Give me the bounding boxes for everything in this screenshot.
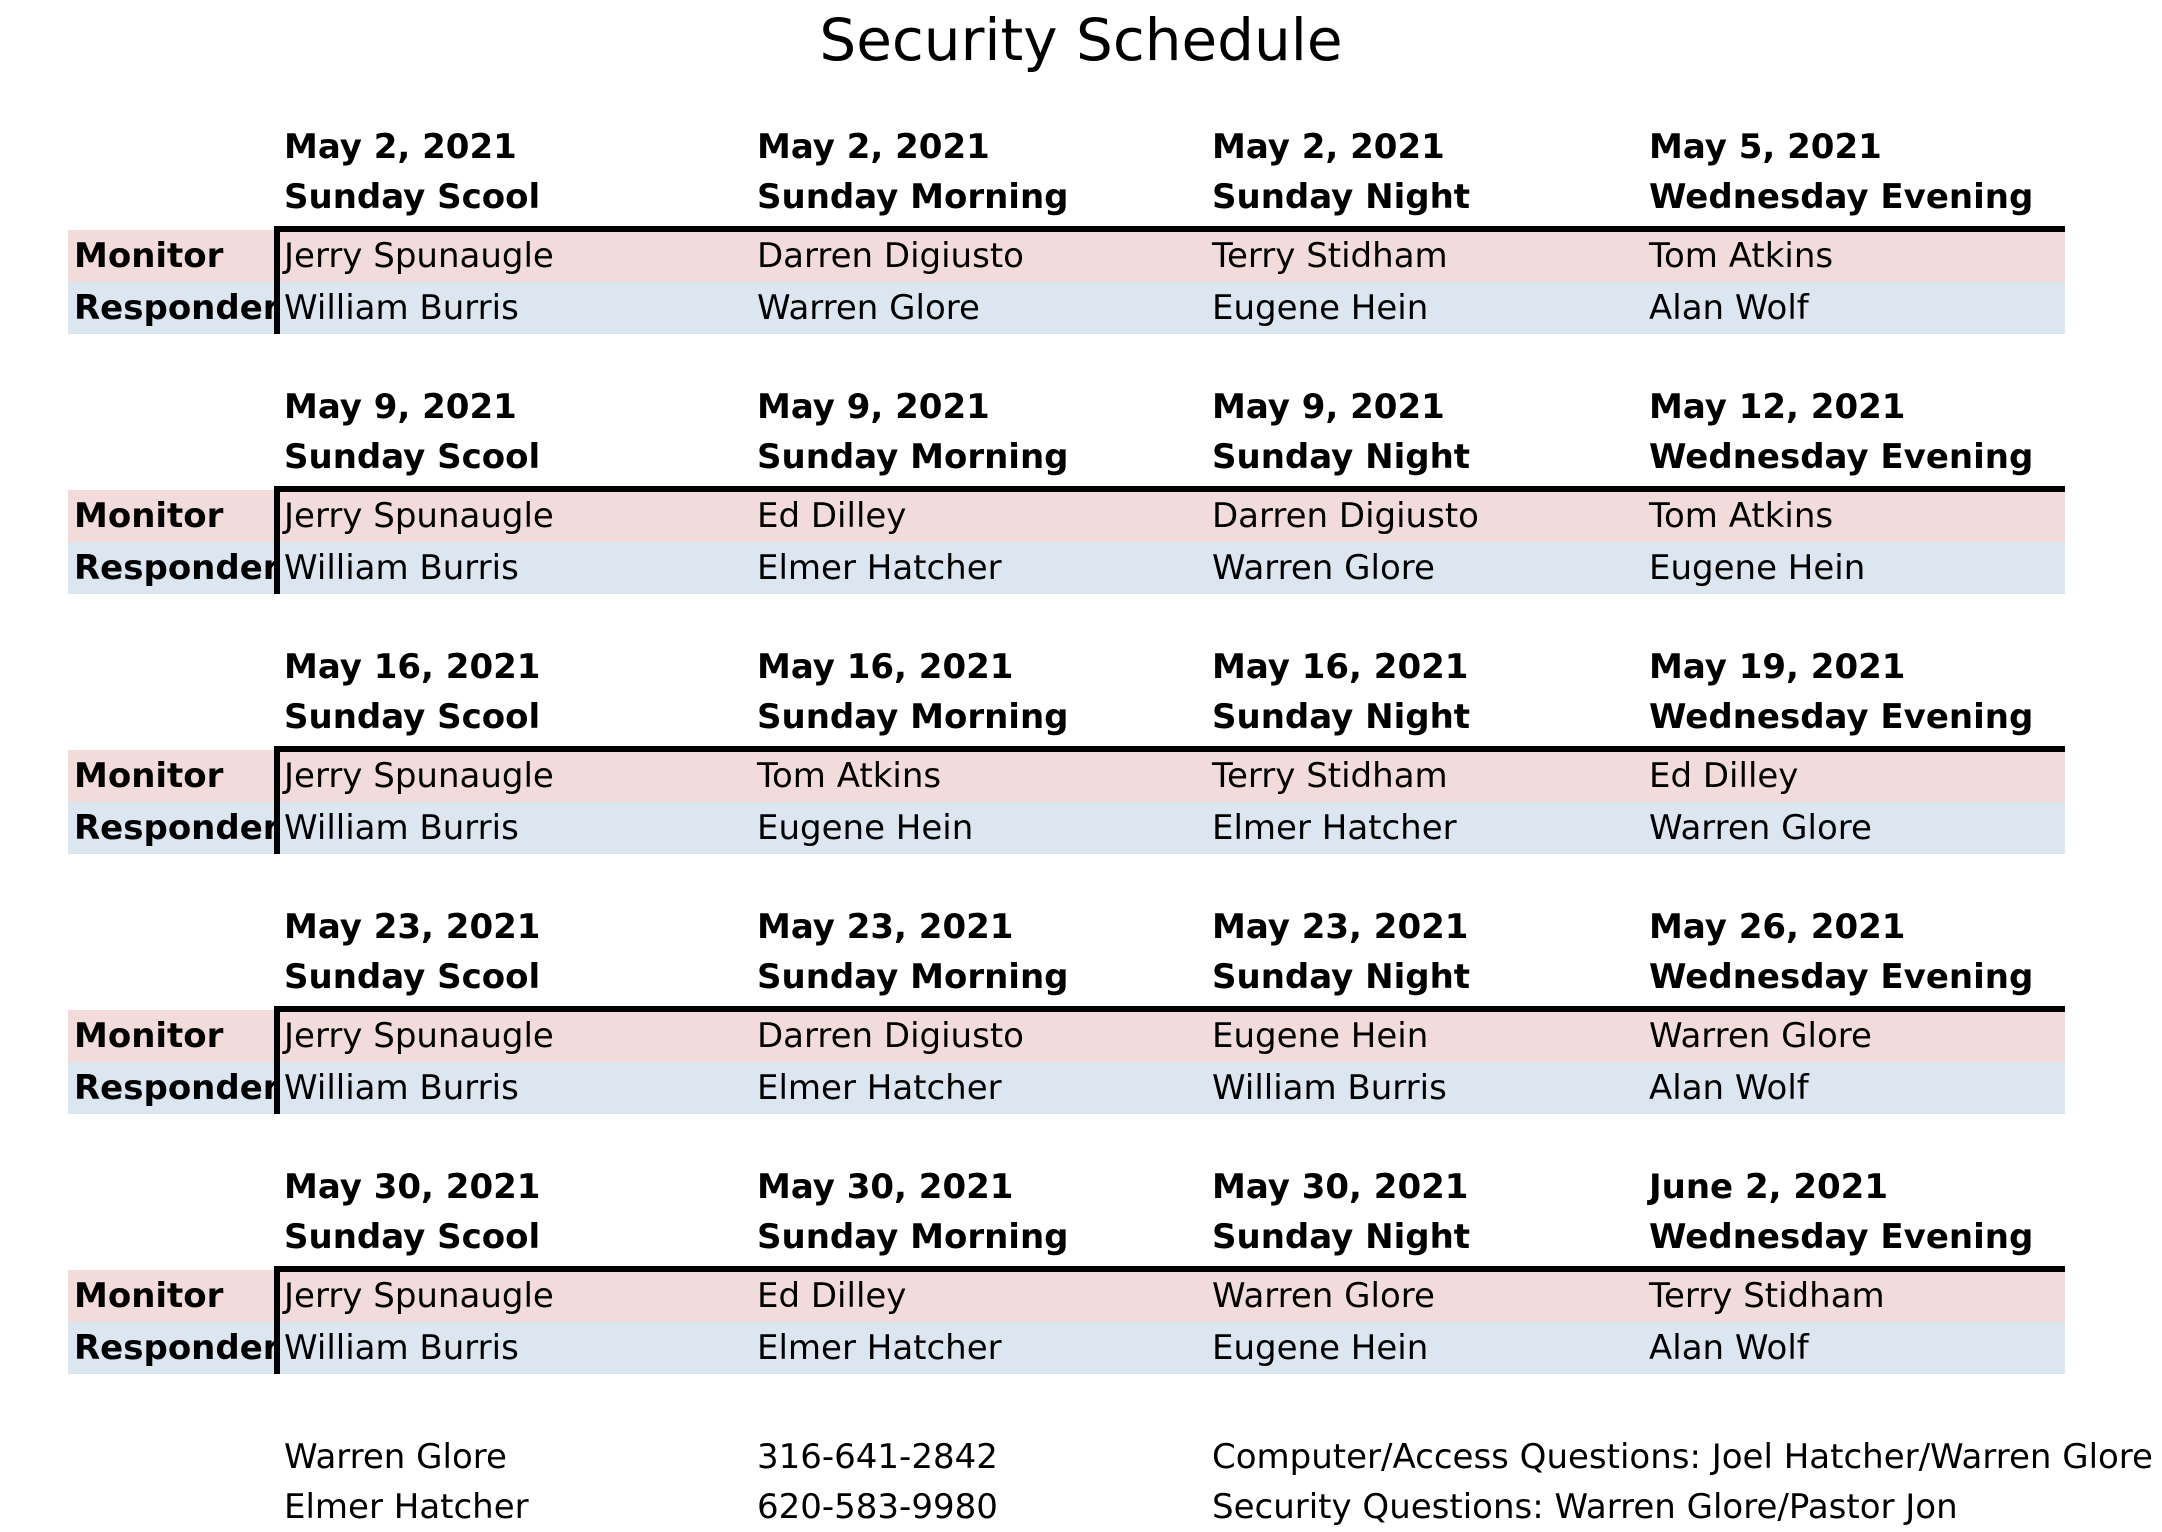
service-header [284, 382, 540, 482]
service-name: Sunday Morning [757, 697, 1069, 737]
monitor-name: Darren Digiusto [757, 1016, 1024, 1056]
service-header [757, 382, 1069, 482]
monitor-name: Jerry Spunaugle [284, 1016, 554, 1056]
week-block [0, 128, 2162, 348]
service-name: Sunday Night [1212, 437, 1471, 477]
responder-name: Eugene Hein [1649, 548, 1866, 588]
service-date: May 30, 2021 [757, 1167, 1014, 1207]
monitor-name: Jerry Spunaugle [284, 496, 554, 536]
monitor-name: Terry Stidham [1212, 236, 1448, 276]
responder-label: Responder [74, 1068, 280, 1108]
monitor-label: Monitor [74, 756, 224, 796]
responder-name: Elmer Hatcher [1212, 808, 1457, 848]
service-name: Sunday Scool [284, 1217, 541, 1257]
responder-name: Elmer Hatcher [757, 1328, 1002, 1368]
service-header [1649, 1162, 2033, 1262]
service-header [1649, 902, 2033, 1002]
service-date: May 9, 2021 [284, 387, 517, 427]
week-block [0, 1168, 2162, 1388]
contact-name: Elmer Hatcher [284, 1487, 529, 1527]
service-name: Sunday Night [1212, 957, 1471, 997]
service-header [1212, 382, 1470, 482]
monitor-name: Tom Atkins [757, 756, 942, 796]
page-title: Security Schedule [819, 6, 1343, 74]
service-name: Wednesday Evening [1649, 697, 2034, 737]
service-name: Sunday Night [1212, 697, 1471, 737]
week-block [0, 648, 2162, 868]
monitor-label: Monitor [74, 236, 224, 276]
service-header [1212, 642, 1470, 742]
service-name: Sunday Scool [284, 177, 541, 217]
responder-name: Eugene Hein [1212, 1328, 1429, 1368]
service-header [284, 122, 540, 222]
service-date: May 12, 2021 [1649, 387, 1906, 427]
monitor-name: Ed Dilley [757, 1276, 907, 1316]
responder-name: Warren Glore [1649, 808, 1872, 848]
responder-name: Eugene Hein [1212, 288, 1429, 328]
service-date: May 23, 2021 [284, 907, 541, 947]
responder-name: Warren Glore [1212, 548, 1435, 588]
service-header [1649, 122, 2033, 222]
service-date: May 26, 2021 [1649, 907, 1906, 947]
service-date: May 23, 2021 [1212, 907, 1469, 947]
responder-label: Responder [74, 1328, 280, 1368]
service-name: Sunday Night [1212, 177, 1471, 217]
monitor-name: Tom Atkins [1649, 496, 1834, 536]
service-date: May 5, 2021 [1649, 127, 1882, 167]
responder-name: Alan Wolf [1649, 1328, 1809, 1368]
monitor-name: Warren Glore [1212, 1276, 1435, 1316]
service-date: May 19, 2021 [1649, 647, 1906, 687]
service-date: May 2, 2021 [1212, 127, 1445, 167]
responder-name: William Burris [284, 808, 519, 848]
service-date: May 9, 2021 [1212, 387, 1445, 427]
service-date: May 9, 2021 [757, 387, 990, 427]
monitor-label: Monitor [74, 1276, 224, 1316]
service-name: Sunday Scool [284, 957, 541, 997]
service-date: May 2, 2021 [284, 127, 517, 167]
monitor-name: Darren Digiusto [757, 236, 1024, 276]
service-header [757, 1162, 1069, 1262]
service-header [757, 902, 1069, 1002]
monitor-name: Eugene Hein [1212, 1016, 1429, 1056]
monitor-name: Jerry Spunaugle [284, 1276, 554, 1316]
service-name: Wednesday Evening [1649, 1217, 2034, 1257]
contact-phone: 620-583-9980 [757, 1487, 998, 1527]
week-block [0, 388, 2162, 608]
service-date: May 16, 2021 [757, 647, 1014, 687]
service-name: Wednesday Evening [1649, 957, 2034, 997]
responder-name: Alan Wolf [1649, 288, 1809, 328]
responder-name: William Burris [1212, 1068, 1447, 1108]
service-date: May 2, 2021 [757, 127, 990, 167]
service-name: Wednesday Evening [1649, 437, 2034, 477]
service-header [284, 1162, 540, 1262]
service-name: Sunday Morning [757, 437, 1069, 477]
service-name: Wednesday Evening [1649, 177, 2034, 217]
responder-name: Alan Wolf [1649, 1068, 1809, 1108]
monitor-name: Warren Glore [1649, 1016, 1872, 1056]
service-name: Sunday Morning [757, 1217, 1069, 1257]
monitor-label: Monitor [74, 496, 224, 536]
responder-name: Warren Glore [757, 288, 980, 328]
service-header [284, 642, 540, 742]
service-name: Sunday Morning [757, 177, 1069, 217]
monitor-name: Ed Dilley [757, 496, 907, 536]
service-name: Sunday Night [1212, 1217, 1471, 1257]
service-name: Sunday Morning [757, 957, 1069, 997]
responder-label: Responder [74, 288, 280, 328]
contact-note: Computer/Access Questions: Joel Hatcher/Warren Glore [1212, 1437, 2153, 1477]
service-header [1212, 1162, 1470, 1262]
monitor-label: Monitor [74, 1016, 224, 1056]
monitor-name: Terry Stidham [1649, 1276, 1885, 1316]
responder-name: Elmer Hatcher [757, 548, 1002, 588]
week-block [0, 908, 2162, 1128]
service-date: May 16, 2021 [284, 647, 541, 687]
monitor-name: Ed Dilley [1649, 756, 1799, 796]
service-header [1649, 642, 2033, 742]
responder-name: William Burris [284, 288, 519, 328]
responder-label: Responder [74, 808, 280, 848]
responder-name: William Burris [284, 1068, 519, 1108]
service-date: May 30, 2021 [284, 1167, 541, 1207]
contact-name: Warren Glore [284, 1437, 507, 1477]
monitor-name: Terry Stidham [1212, 756, 1448, 796]
service-header [1212, 122, 1470, 222]
service-date: May 30, 2021 [1212, 1167, 1469, 1207]
service-header [1212, 902, 1470, 1002]
contact-note: Security Questions: Warren Glore/Pastor Jon [1212, 1487, 1958, 1527]
service-date: May 23, 2021 [757, 907, 1014, 947]
responder-name: Elmer Hatcher [757, 1068, 1002, 1108]
responder-name: William Burris [284, 548, 519, 588]
monitor-name: Tom Atkins [1649, 236, 1834, 276]
responder-name: Eugene Hein [757, 808, 974, 848]
monitor-name: Jerry Spunaugle [284, 236, 554, 276]
service-header [1649, 382, 2033, 482]
monitor-name: Jerry Spunaugle [284, 756, 554, 796]
service-header [757, 642, 1069, 742]
responder-name: William Burris [284, 1328, 519, 1368]
responder-label: Responder [74, 548, 280, 588]
contact-phone: 316-641-2842 [757, 1437, 998, 1477]
service-header [757, 122, 1069, 222]
service-name: Sunday Scool [284, 697, 541, 737]
service-header [284, 902, 540, 1002]
service-name: Sunday Scool [284, 437, 541, 477]
service-date: June 2, 2021 [1649, 1167, 1888, 1207]
monitor-name: Darren Digiusto [1212, 496, 1479, 536]
service-date: May 16, 2021 [1212, 647, 1469, 687]
